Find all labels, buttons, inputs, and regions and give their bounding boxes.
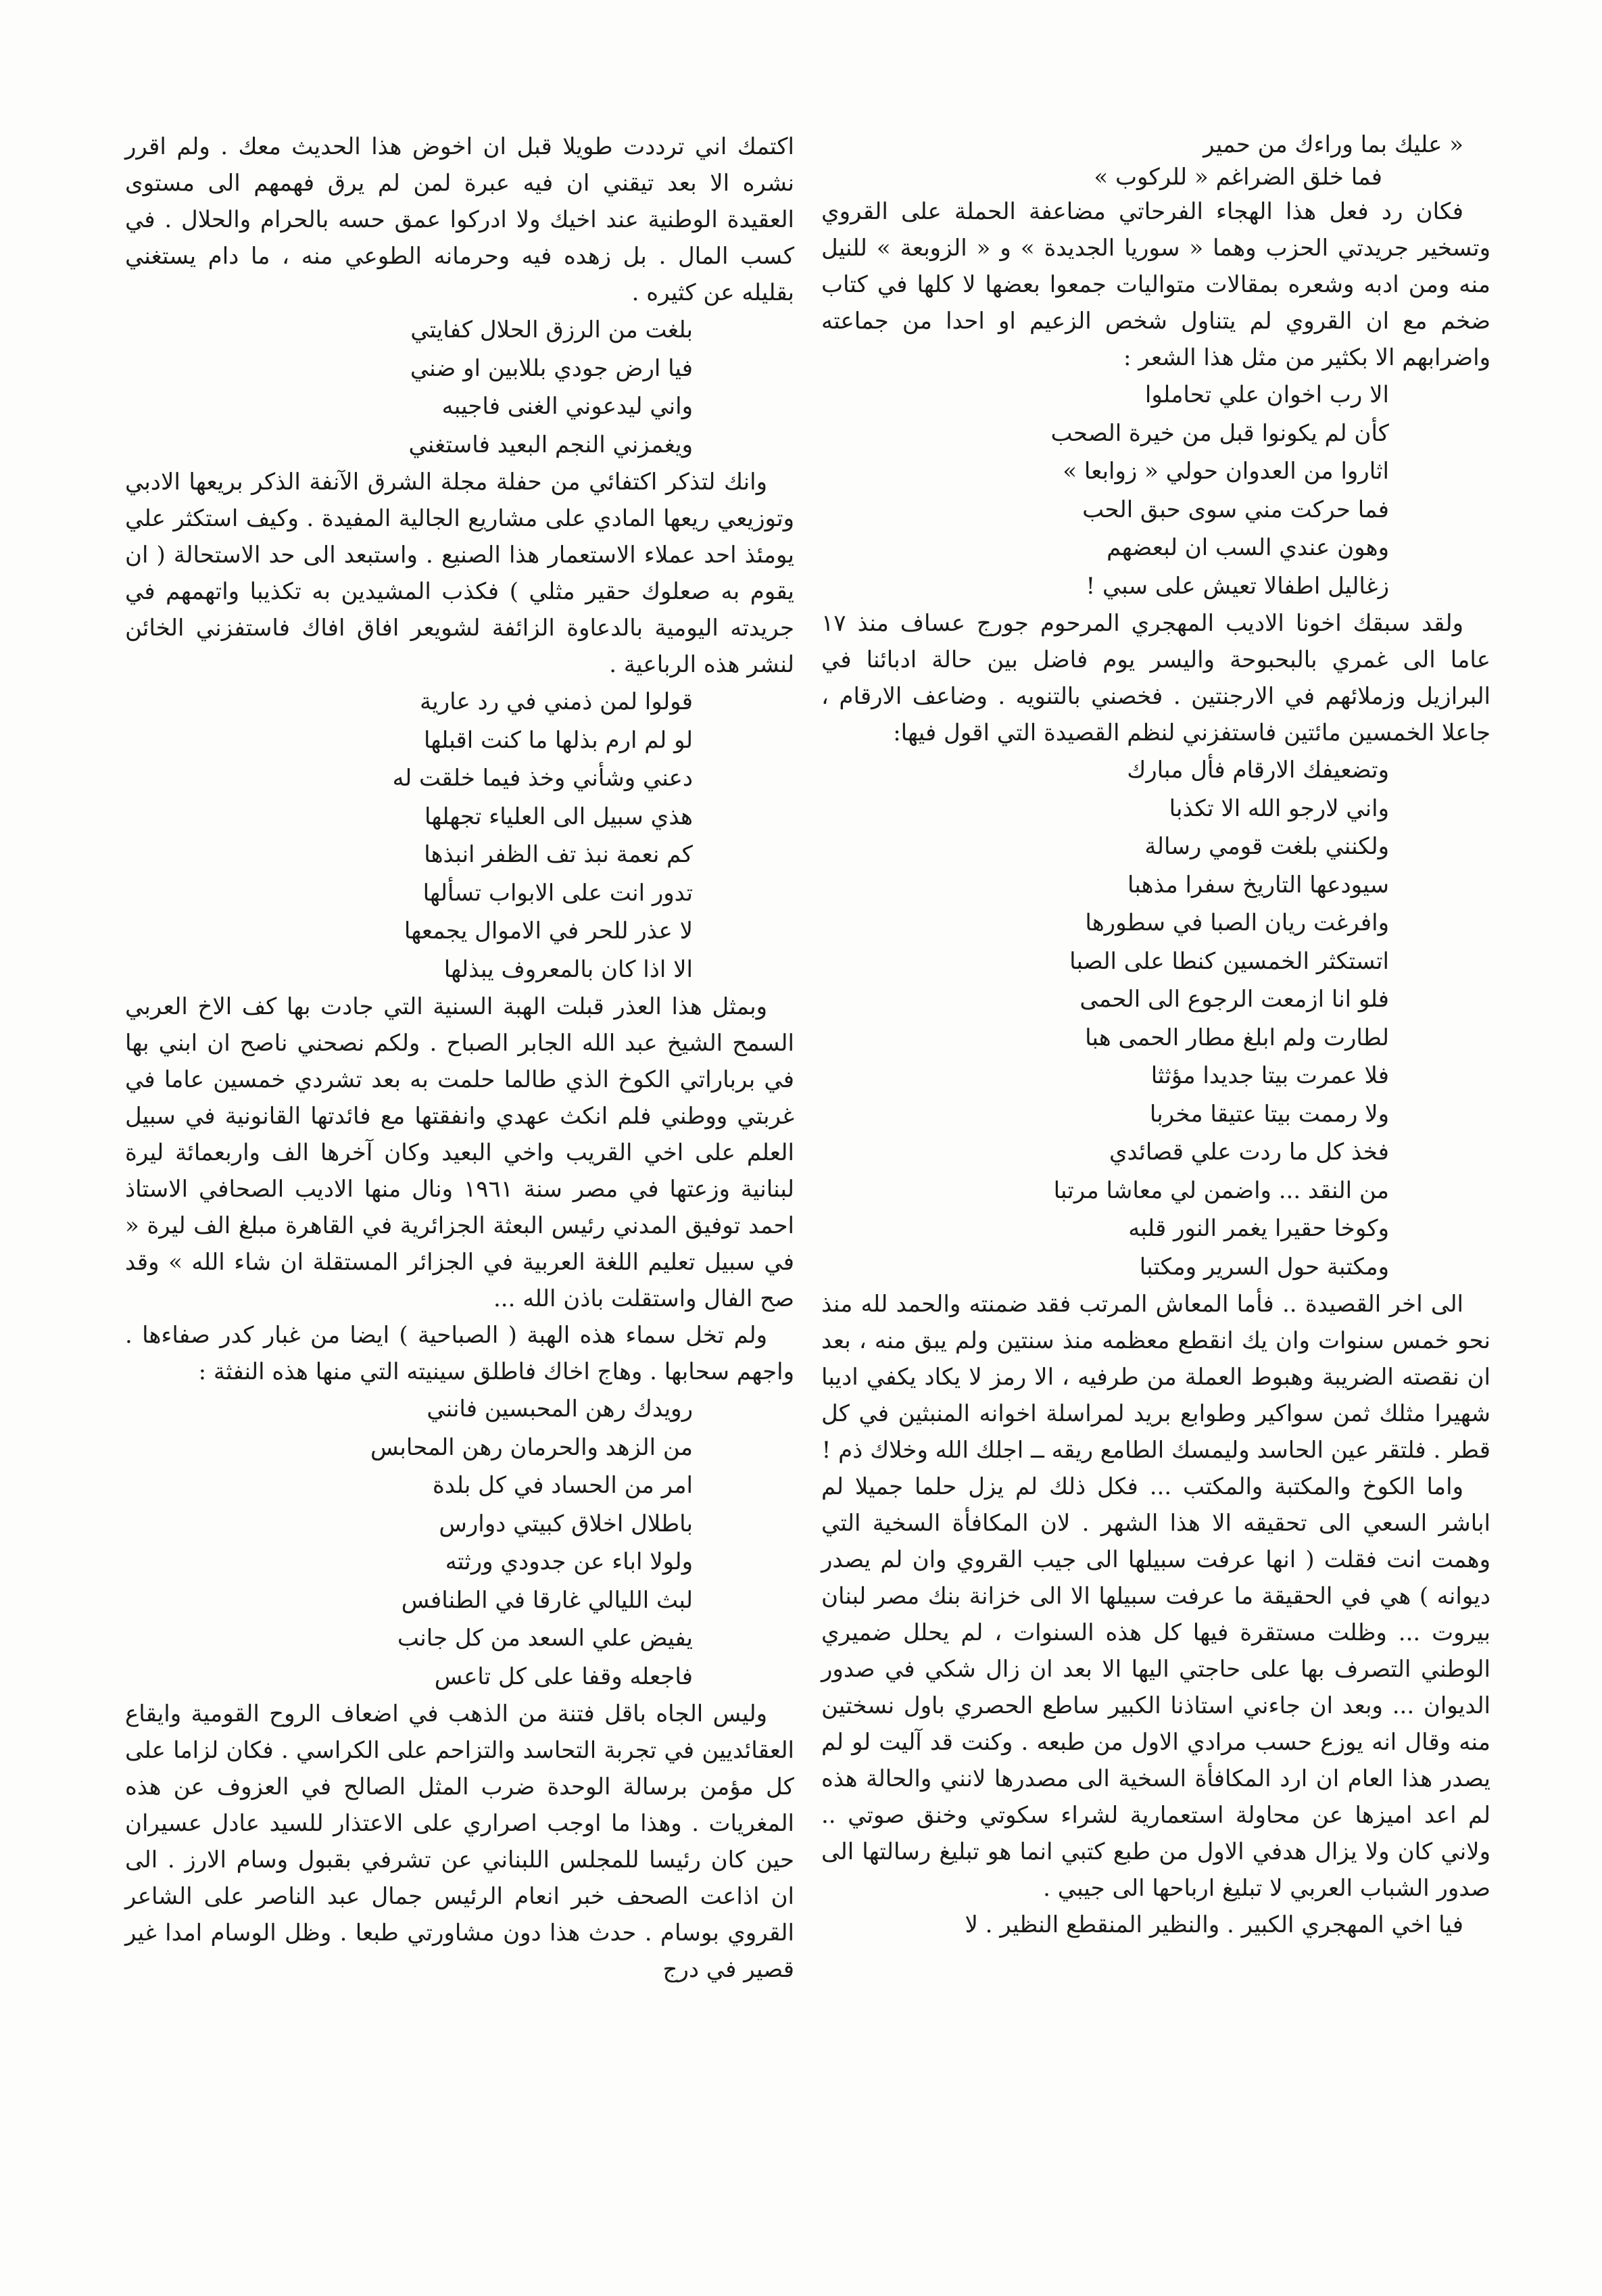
verse-line: فلو انا ازمعت الرجوع الى الحمى	[1079, 986, 1389, 1013]
verse-line: لا عذر للحر في الاموال يجمعها	[404, 917, 693, 944]
verse-line: الا رب اخوان علي تحاملوا	[1144, 381, 1389, 408]
verse-line: بلغت من الرزق الحلال كفايتي	[410, 316, 693, 343]
verse-line: زغاليل اطفالا تعيش على سبي !	[1086, 572, 1389, 600]
paragraph: ولقد سبقك اخونا الاديب المهجري المرحوم جورج عساف منذ ١٧ عاما الى غمري بالبحبوحة واليسر يوم فاضل بين حالة ادبائنا في البرازيل وزملائهم في الارجنتين . فخصني بالتنويه . وضاعف الارقام ، جاعلا الخمسين مائتين فاستفزني لنظم القصيدة التي اقول فيها:	[821, 610, 1490, 746]
verse-line: كأن لم يكونوا قبل من خيرة الصحب	[1050, 419, 1389, 447]
verse-line: لطارت ولم ابلغ مطار الحمى هبا	[1085, 1024, 1389, 1051]
left-column	[125, 128, 794, 1988]
verse-line: اتستكثر الخمسين كنطا على الصبا	[1069, 947, 1389, 975]
verse-block	[125, 1390, 794, 1696]
verse-line: الا اذا كان بالمعروف يبذلها	[443, 955, 693, 983]
verse-line: وكوخا حقيرا يغمر النور قلبه	[1128, 1215, 1389, 1242]
verse-line: لبث الليالي غارقا في الطنافس	[401, 1586, 693, 1614]
verse-line: فيا ارض جودي بللابين او ضني	[410, 354, 693, 382]
verse-line: سيودعها التاريخ سفرا مذهبا	[1127, 871, 1389, 899]
paragraph: ولم تخل سماء هذه الهبة ( الصباحية ) ايضا من غبار كدر صفاءها . واجهم سحابها . وهاج اخاك فاطلق سينيته التي منها هذه النفثة :	[125, 1322, 794, 1385]
paragraph: اكتمك اني ترددت طويلا قبل ان اخوض هذا الحديث معك . ولم اقرر نشره الا بعد تيقني ان فيه عبرة لمن لم يرق فهمهم الى مستوى العقيدة الوطنية عند اخيك ولا ادركوا عمق حسه بالحرام والحلال . في كسب المال . بل زهده فيه وحرمانه الطوعي منه ، ما دام يستغني بقليله عن كثيره .	[125, 133, 794, 306]
verse-line: ولولا اباء عن جدودي ورثته	[445, 1548, 693, 1575]
paragraph: وبمثل هذا العذر قبلت الهبة السنية التي جادت بها كف الاخ العربي السمح الشيخ عبد الله الجابر الصباح . ولكم نصحني ناصح ان ابني بها في برباراتي الكوخ الذي طالما حلمت به بعد تشردي خمسين عاما في غربتي ووطني فلم انكث عهدي وانفقتها مع فائدتها القانونية في سبيل العلم على اخي القريب واخي البعيد وكان آخرها الف واربعمائة ليرة لبنانية وزعتها في مصر سنة ١٩٦١ ونال منها الاديب الصحافي الاستاذ احمد توفيق المدني رئيس البعثة الجزائرية في القاهرة مبلغ الف ليرة « في سبيل تعليم اللغة العربية في الجزائر المستقلة ان شاء الله » وقد صح الفال واستقلت باذن الله ...	[125, 993, 794, 1312]
verse-line: قولوا لمن ذمني في رد عارية	[420, 688, 693, 715]
verse-line: من الزهد والحرمان رهن المحابس	[370, 1433, 693, 1461]
verse-line: فخذ كل ما ردت علي قصائدي	[1109, 1139, 1389, 1166]
paragraph: وانك لتذكر اكتفائي من حفلة مجلة الشرق الآنفة الذكر بريعها الادبي وتوزيعي ريعها المادي على مشاريع الجالية المفيدة . وكيف استكثر علي يومئذ احد عملاء الاستعمار هذا الصنيع . واستبعد الى حد الاستحالة ( ان يقوم به صعلوك حقير مثلي ) فكذب المشيدين به تكذيبا واتهمهم في جريدته اليومية بالدعاوة الزائفة لشويعر افاق افاك فاستفزني الخائن لنشر هذه الرباعية .	[125, 469, 795, 678]
verse-line: وافرغت ريان الصبا في سطورها	[1085, 909, 1389, 936]
verse-line: امر من الحساد في كل بلدة	[432, 1472, 693, 1499]
verse-line: رويدك رهن المحبسين فانني	[427, 1395, 693, 1422]
verse-line: وهون عندي السب ان لبعضهم	[1107, 534, 1389, 561]
verse-line: يفيض علي السعد من كل جانب	[397, 1625, 693, 1652]
verse-line: واني لارجو الله الا تكذبا	[1169, 794, 1389, 822]
verse-block	[125, 311, 794, 464]
verse-line: ومكتبة حول السرير ومكتبا	[1139, 1253, 1389, 1281]
verse-block	[125, 683, 794, 988]
verse-block	[821, 376, 1490, 605]
verse-line: فاجعله وقفا على كل تاعس	[434, 1663, 693, 1690]
verse-line: وتضعيفك الارقام فأل مبارك	[1127, 757, 1389, 784]
paragraph: الى اخر القصيدة .. فأما المعاش المرتب فقد ضمنته والحمد لله منذ نحو خمس سنوات وان يك انقطع معظمه منذ سنتين ولم يبق منه ، بعد ان نقصته الضريبة وهبوط العملة من طرفيه ، الا رمز لا يكاد يكفي اديبا شهيرا مثلك ثمن سواكير وطوابع بريد لمراسلة اخوانه المنبثين في كل قطر . فلتقر عين الحاسد وليمسك الطامع ريقه ــ اجلك الله وخلاك ذم !	[821, 1291, 1490, 1464]
verse-line: كم نعمة نبذ تف الظفر انبذها	[424, 841, 693, 868]
verse-line: اثاروا من العدوان حولي « زوابعا »	[1063, 458, 1389, 485]
verse-line: تدور انت على الابواب تسألها	[422, 879, 693, 907]
verse-line: فلا عمرت بيتا جديدا مؤثثا	[1150, 1062, 1389, 1089]
verse-line: ولا رممت بيتا عتيقا مخربا	[1149, 1100, 1389, 1128]
opening-verse-line: « عليك بما وراءك من حمير	[1203, 131, 1463, 158]
verse-line: من النقد ... واضمن لي معاشا مرتبا	[1053, 1176, 1389, 1204]
paragraph: فيا اخي المهجري الكبير . والنظير المنقطع النظير . لا	[965, 1911, 1463, 1938]
verse-line: لو لم ارم بذلها ما كنت اقبلها	[423, 726, 693, 754]
opening-verse	[821, 128, 1490, 193]
verse-line: واني ليدعوني الغنى فاجيبه	[441, 393, 693, 420]
verse-line: فما حركت مني سوى حبق الحب	[1082, 496, 1389, 523]
verse-line: ويغمزني النجم البعيد فاستغني	[408, 431, 693, 458]
paragraph: فكان رد فعل هذا الهجاء الفرحاتي مضاعفة الحملة على القروي وتسخير جريدتي الحزب وهما « سوريا الجديدة » و « الزوبعة » للنيل منه ومن ادبه وشعره بمقالات متواليات جمعوا بعضها لا كلها في كتاب ضخم مع ان القروي لم يتناول شخص الزعيم او احدا من جماعته واضرابهم الا بكثير من مثل هذا الشعر :	[821, 198, 1490, 371]
paragraph: واما الكوخ والمكتبة والمكتب ... فكل ذلك لم يزل حلما جميلا لم اباشر السعي الى تحقيقه الا هذا الشهر . لان المكافأة السخية التي وهمت انت فقلت ( انها عرفت سبيلها الى جيب القروي وان لم يصدر ديوانه ) هي في الحقيقة ما عرفت سبيلها الا الى خزانة بنك مصر لبنان بيروت ... وظلت مستقرة فيها كل هذه السنوات ، لم يحلل ضميري الوطني التصرف بها على حاجتي اليها الا بعد ان زال شكي في صدور الديوان ... وبعد ان جاءني استاذنا الكبير ساطع الحصري باول نسختين منه وقال انه يوزع حسب مرادي الاول من طبعه . وكنت قد آليت لو لم يصدر هذا العام ان ارد المكافأة السخية الى مصدرها لانني والحالة هذه لم اعد اميزها عن محاولة استعمارية لشراء سكوتي وخنق صوتي .. ولاني كان ولا يزال هدفي الاول من طبع كتبي انما هو تبليغ رسالتها الى صدور الشباب العربي لا تبليغ ارباحها الى جيبي .	[821, 1473, 1490, 1902]
verse-line: دعني وشأني وخذ فيما خلقت له	[392, 765, 693, 792]
verse-line: ولكنني بلغت قومي رسالة	[1144, 833, 1389, 860]
opening-verse-line: فما خلق الضراغم « للركوب »	[1094, 164, 1382, 191]
verse-line: باطلال اخلاق كبيتي دوارس	[439, 1510, 693, 1537]
paragraph: وليس الجاه باقل فتنة من الذهب في اضعاف الروح القومية وايقاع العقائديين في تجربة التحاسد والتزاحم على الكراسي . فكان لزاما على كل مؤمن برسالة الوحدة ضرب المثل الصالح في العزوف عن هذه المغريات . وهذا ما اوجب اصراري على الاعتذار للسيد عادل عسيران حين كان رئيسا للمجلس اللبناني عن تشرفي بقبول وسام الارز . الى ان اذاعت الصحف خبر انعام الرئيس جمال عبد الناصر على الشاعر القروي بوسام . حدث هذا دون مشاورتي طبعا . وظل الوسام امدا غير قصير في درج	[125, 1700, 794, 1983]
verse-block	[821, 751, 1490, 1286]
right-column	[821, 128, 1490, 1943]
verse-line: هذي سبيل الى العلياء تجهلها	[424, 803, 693, 830]
